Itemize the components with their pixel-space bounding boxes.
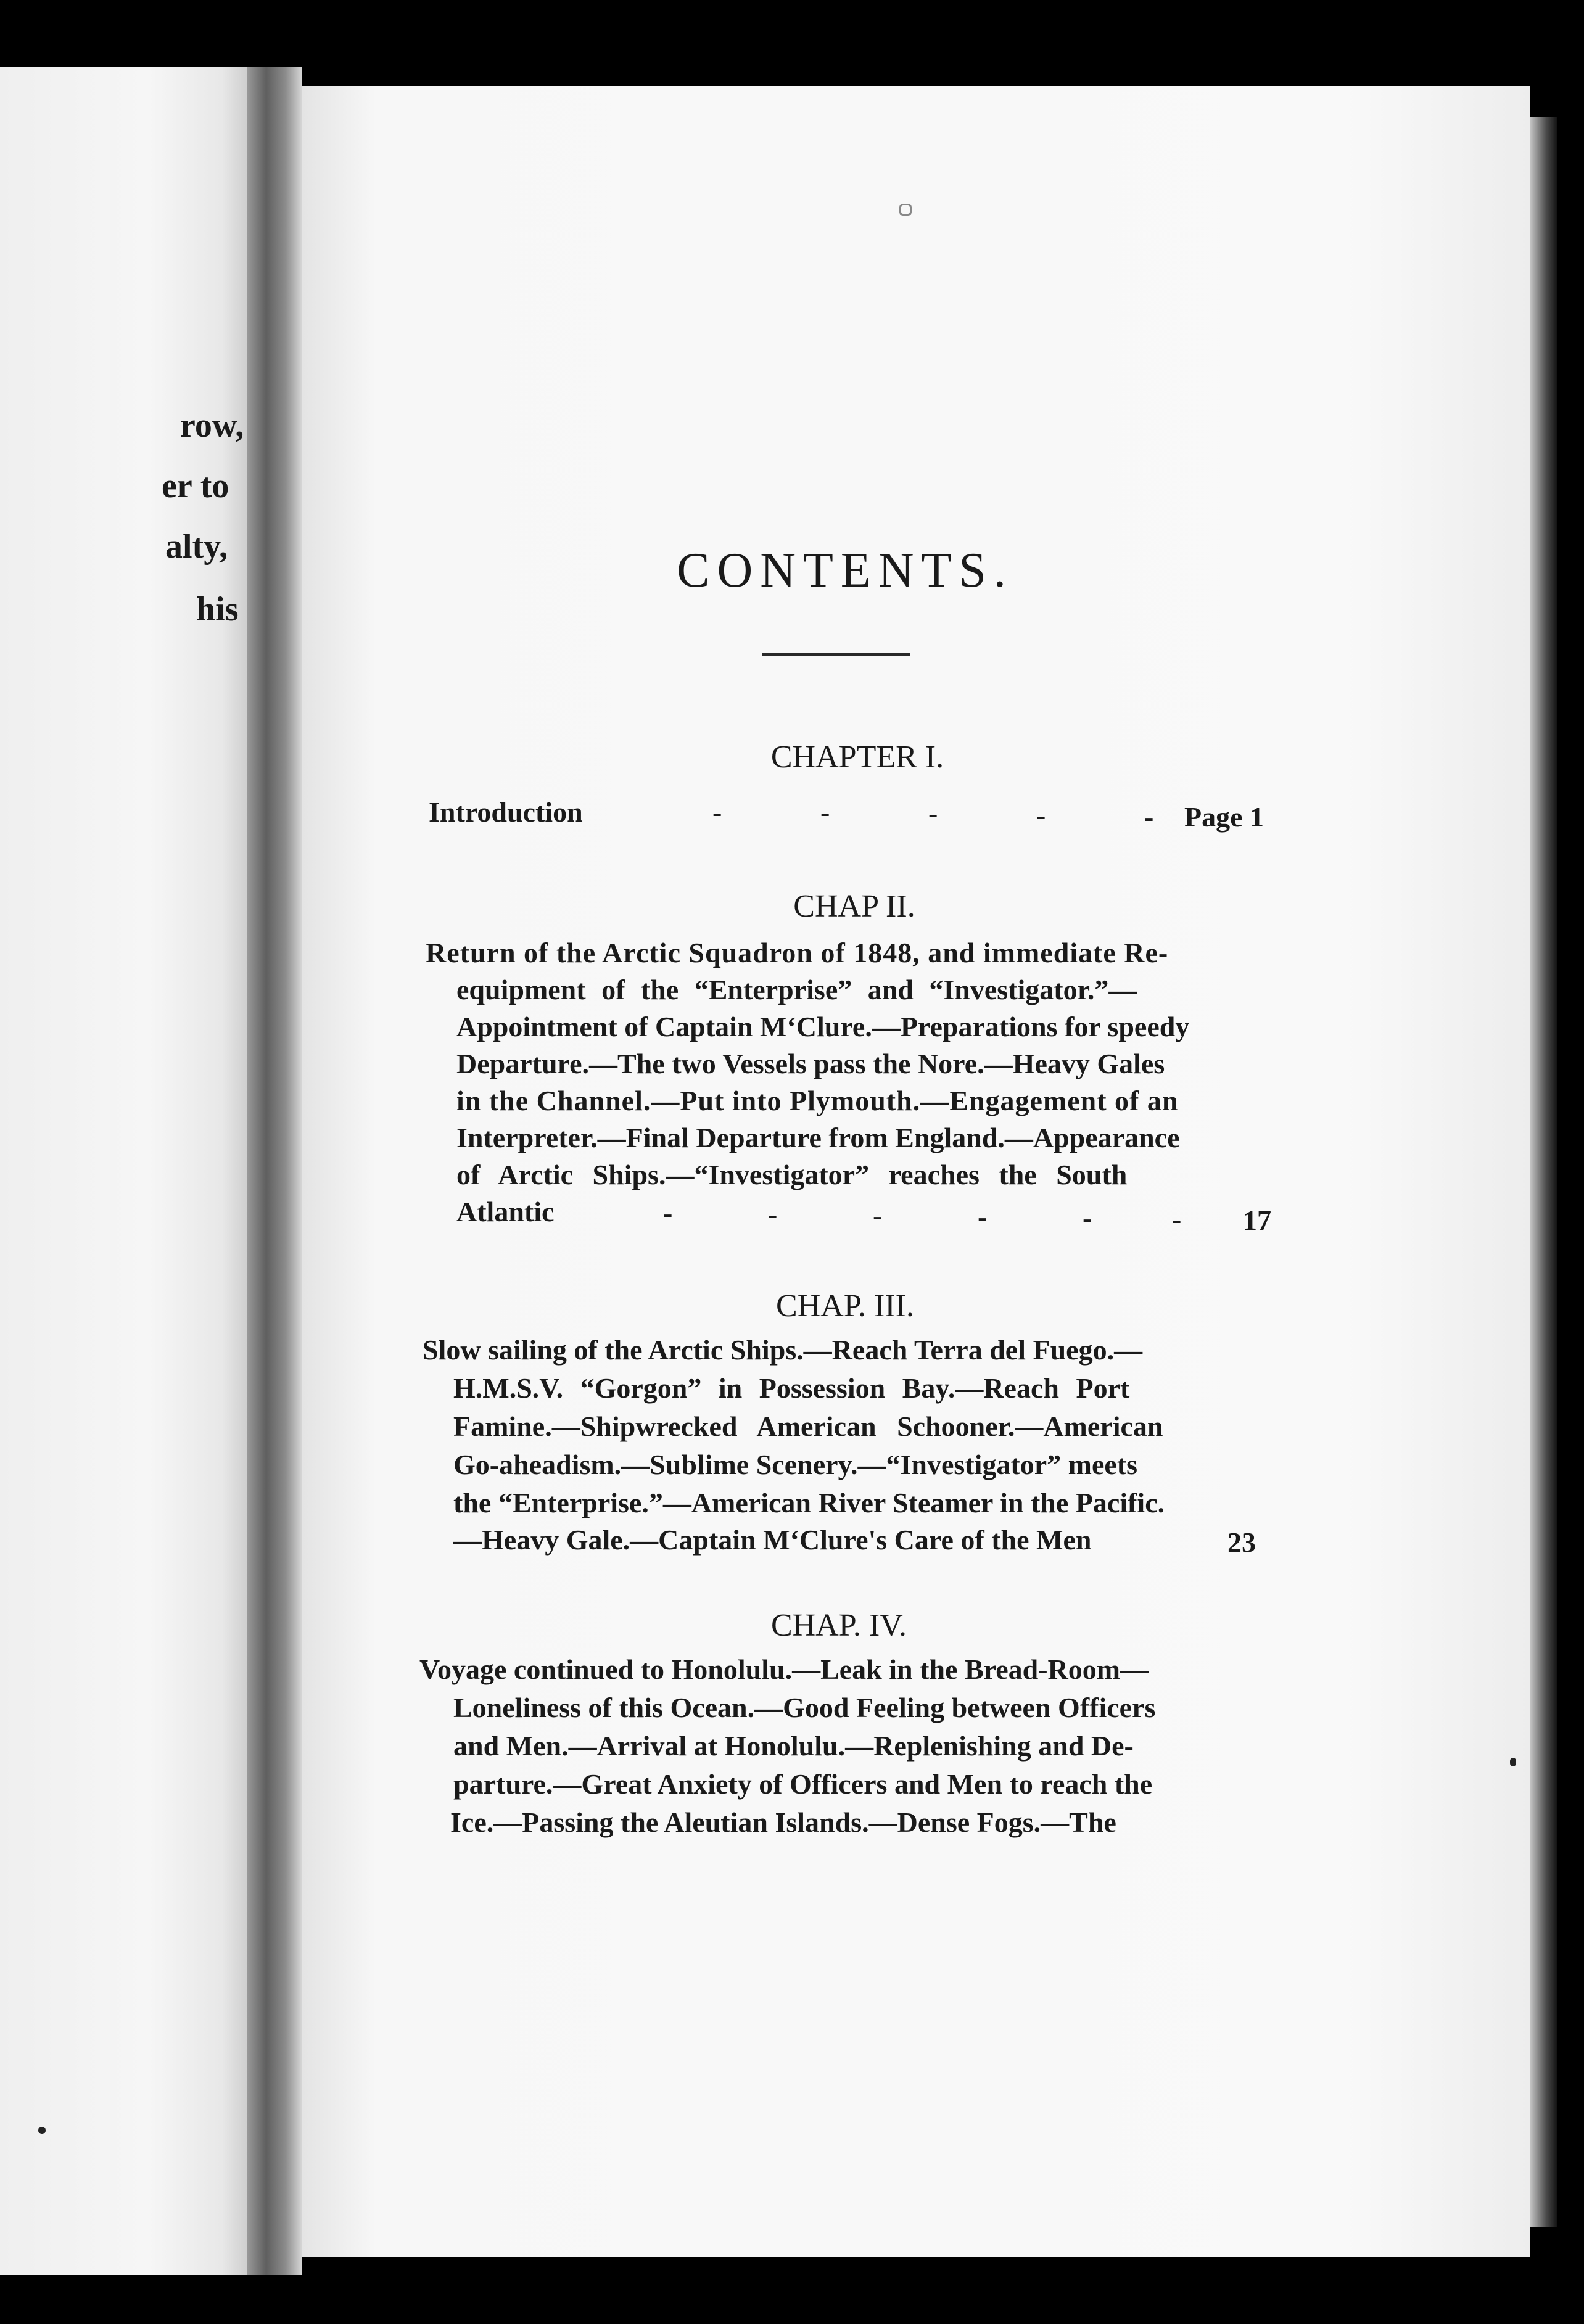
- chapter-entry-line: of Arctic Ships.—“Investigator” reaches the South: [456, 1159, 1128, 1190]
- leader-dash: -: [1172, 1203, 1182, 1235]
- page-number: 23: [1227, 1527, 1256, 1558]
- chapter-heading: CHAP II.: [793, 889, 915, 924]
- chapter-entry-line: Departure.—The two Vessels pass the Nore.—Heavy Gales: [456, 1048, 1165, 1079]
- chapter-heading: CHAP. IV.: [770, 1608, 907, 1643]
- title-rule: [762, 653, 910, 656]
- chapter-entry-line: equipment of the “Enterprise” and “Investigator.”—: [456, 974, 1137, 1005]
- chapter-entry-line: Atlantic: [456, 1196, 555, 1227]
- chapter-entry-line: Famine.—Shipwrecked American Schooner.—American: [453, 1411, 1163, 1442]
- chapter-entry-line: and Men.—Arrival at Honolulu.—Replenishing and De-: [453, 1730, 1134, 1762]
- chapter-entry-line: Interpreter.—Final Departure from England.—Appearance: [456, 1122, 1180, 1153]
- chapter-entry-line: Appointment of Captain M‘Clure.—Preparations for speedy: [456, 1011, 1190, 1042]
- leader-dash: -: [1083, 1202, 1092, 1234]
- leader-dash: -: [663, 1197, 673, 1229]
- chapter-entry-line: H.M.S.V. “Gorgon” in Possession Bay.—Reach Port: [453, 1372, 1130, 1404]
- chapter-entry-line: Ice.—Passing the Aleutian Islands.—Dense Fogs.—The: [450, 1807, 1116, 1838]
- chapter-entry-line: Go-aheadism.—Sublime Scenery.—“Investigator” meets: [453, 1449, 1138, 1480]
- contents-page: [302, 86, 1530, 2257]
- chapter-entry-line: —Heavy Gale.—Captain M‘Clure's Care of the Men: [453, 1524, 1092, 1556]
- book-gutter: [247, 67, 302, 2275]
- chapter-entry-line: Introduction: [429, 796, 583, 828]
- chapter-heading: CHAP. III.: [776, 1288, 914, 1324]
- left-page-fragment: er to: [162, 467, 229, 505]
- left-page-fragment: alty,: [165, 527, 228, 566]
- page-edge: [1530, 117, 1557, 2227]
- chapter-heading: CHAPTER I.: [770, 740, 944, 775]
- left-page-fragment: his: [196, 590, 239, 628]
- leader-dash: -: [820, 796, 830, 828]
- leader-dash: -: [1144, 801, 1154, 833]
- ink-speck: [38, 2127, 46, 2134]
- chapter-entry-line: Slow sailing of the Arctic Ships.—Reach Terra del Fuego.—: [423, 1334, 1143, 1366]
- chapter-entry-line: in the Channel.—Put into Plymouth.—Engagement of an: [456, 1085, 1179, 1116]
- left-page: [0, 67, 247, 2275]
- leader-dash: -: [712, 796, 722, 828]
- page-title: CONTENTS.: [677, 543, 1013, 598]
- ink-speck: [899, 204, 912, 216]
- leader-dash: -: [928, 797, 938, 829]
- chapter-entry-line: parture.—Great Anxiety of Officers and Men to reach the: [453, 1768, 1153, 1800]
- ink-speck: [1510, 1758, 1516, 1766]
- chapter-entry-line: the “Enterprise.”—American River Steamer in the Pacific.: [453, 1487, 1165, 1518]
- leader-dash: -: [978, 1201, 988, 1232]
- leader-dash: -: [1036, 799, 1046, 831]
- leader-dash: -: [768, 1198, 778, 1230]
- chapter-entry-line: Return of the Arctic Squadron of 1848, and immediate Re-: [426, 937, 1169, 968]
- leader-dash: -: [873, 1200, 883, 1231]
- chapter-entry-line: Voyage continued to Honolulu.—Leak in the Bread-Room—: [419, 1654, 1149, 1685]
- chapter-entry-line: Loneliness of this Ocean.—Good Feeling between Officers: [453, 1692, 1156, 1723]
- left-page-fragment: row,: [180, 406, 244, 445]
- page-number: 17: [1243, 1205, 1271, 1236]
- page-number: Page 1: [1184, 801, 1264, 833]
